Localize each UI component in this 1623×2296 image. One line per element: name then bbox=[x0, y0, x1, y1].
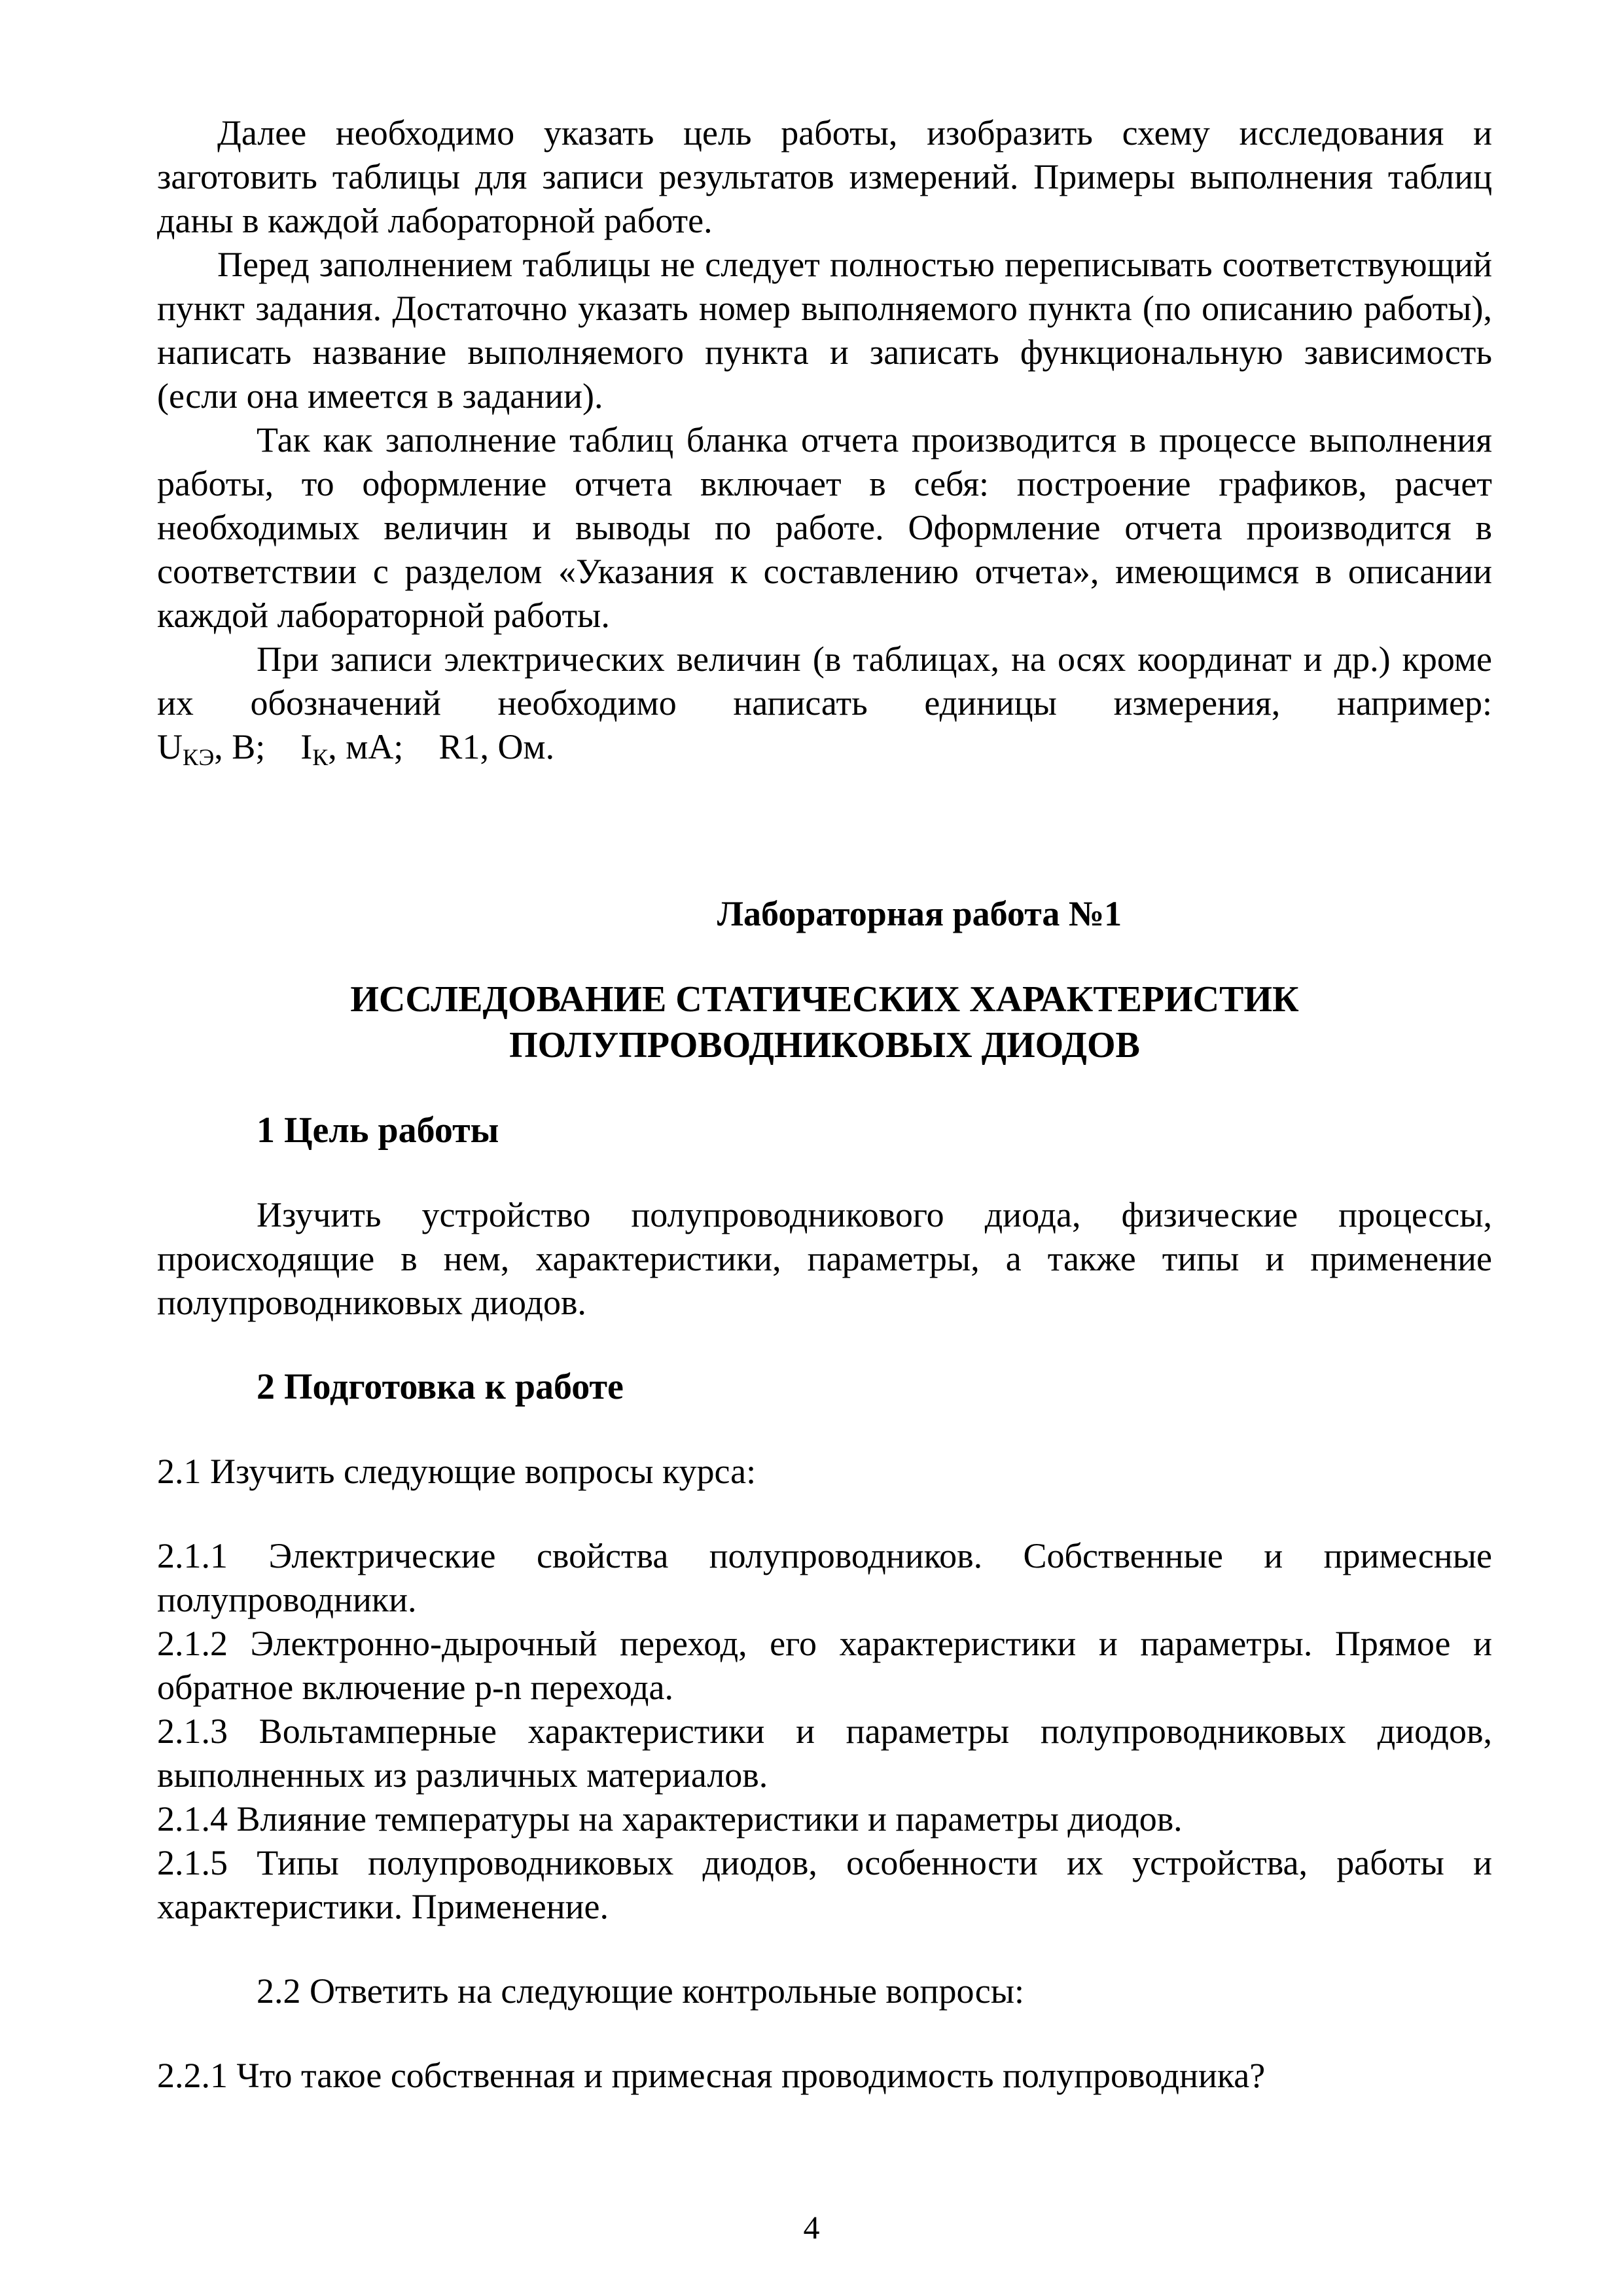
intro-paragraph-1: Далее необходимо указать цель работы, изобразить схему исследования и заготовить таблицы для записи результатов измерений. Примеры выполнения таблиц даны в каждой лабораторной работе. bbox=[157, 113, 1492, 240]
intro-paragraph-4: При записи электрических величин (в таблицах, на осях координат и др.) кроме их обозначений необходимо написать единицы измерения, например: bbox=[157, 639, 1492, 723]
unit-u-unit: , В; bbox=[214, 727, 266, 766]
section-1-title: 1 Цель работы bbox=[257, 1110, 499, 1151]
intro-paragraph-3: Так как заполнение таблиц бланка отчета производится в процессе выполнения работы, то оформление отчета включает в себя: построение графиков, расчет необходимых величин и выводы по работе. Оформление отчета производится в соответствии с разделом «Указания к составлению отчета», имеющимся в описании каждой лабораторной работы. bbox=[157, 420, 1492, 635]
page-number: 4 bbox=[803, 2209, 820, 2246]
document-page bbox=[157, 111, 1492, 2098]
item-2-1-2: 2.1.2 Электронно-дырочный переход, его характеристики и параметры. Прямое и обратное включение p-n перехода. bbox=[157, 1624, 1492, 1707]
item-2-1-1: 2.1.1 Электрические свойства полупроводников. Собственные и примесные полупроводники. bbox=[157, 1536, 1492, 1619]
lab-heading-line-2: ПОЛУПРОВОДНИКОВЫХ ДИОДОВ bbox=[509, 1025, 1140, 1066]
intro-paragraph-2: Перед заполнением таблицы не следует полностью переписывать соответствующий пункт задания. Достаточно указать номер выполняемого пункта (по описанию работы), написать название выполняемого пункта и записать функциональную зависимость (если она имеется в задании). bbox=[157, 245, 1492, 416]
item-2-1: 2.1 Изучить следующие вопросы курса: bbox=[157, 1452, 757, 1491]
unit-i-symbol: I bbox=[300, 727, 313, 766]
item-2-1-4: 2.1.4 Влияние температуры на характеристики и параметры диодов. bbox=[157, 1799, 1183, 1839]
section-1-text: Изучить устройство полупроводникового диода, физические процессы, происходящие в нем, характеристики, параметры, а также типы и применение полупроводниковых диодов. bbox=[157, 1195, 1492, 1322]
section-2-title: 2 Подготовка к работе bbox=[257, 1367, 624, 1407]
lab-heading-line-1: ИССЛЕДОВАНИЕ СТАТИЧЕСКИХ ХАРАКТЕРИСТИК bbox=[350, 979, 1299, 1020]
item-2-1-5: 2.1.5 Типы полупроводниковых диодов, особенности их устройства, работы и характеристики. Применение. bbox=[157, 1843, 1492, 1926]
units-example-line bbox=[157, 725, 1492, 769]
item-2-1-3: 2.1.3 Вольтамперные характеристики и параметры полупроводниковых диодов, выполненных из различных материалов. bbox=[157, 1712, 1492, 1795]
item-2-2-1: 2.2.1 Что такое собственная и примесная проводимость полупроводника? bbox=[157, 2056, 1266, 2095]
unit-r: R1, Ом. bbox=[438, 727, 555, 766]
unit-i-unit: , мА; bbox=[328, 727, 404, 766]
unit-i-subscript: К bbox=[312, 744, 329, 770]
unit-u-symbol: U bbox=[157, 727, 183, 766]
lab-title: Лабораторная работа №1 bbox=[717, 894, 1122, 933]
item-2-2: 2.2 Ответить на следующие контрольные вопросы: bbox=[257, 1971, 1025, 2011]
unit-u-subscript: КЭ bbox=[183, 744, 215, 770]
